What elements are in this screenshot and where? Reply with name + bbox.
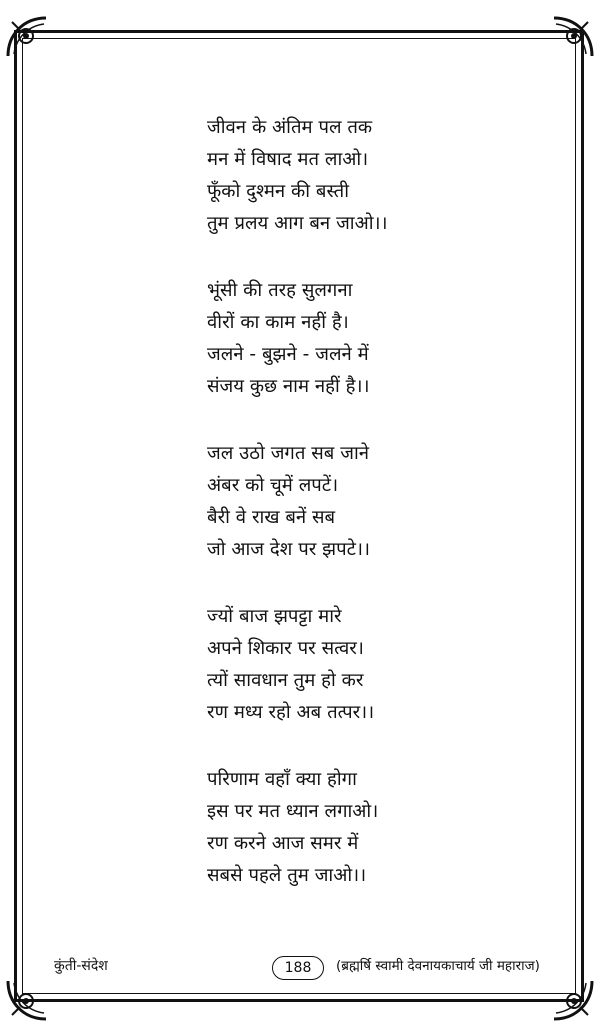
poem-line: जल उठो जगत सब जाने: [207, 443, 370, 464]
poem-line: सबसे पहले तुम जाओ।।: [207, 865, 367, 886]
poem-line: जो आज देश पर झपटे।।: [207, 539, 370, 560]
stanza: [207, 275, 467, 403]
corner-ornament-icon: [550, 14, 596, 60]
poem-line: जीवन के अंतिम पल तक: [207, 117, 373, 138]
stanza: [207, 112, 467, 240]
poem-line: फूँको दुश्मन की बस्ती: [207, 181, 350, 202]
page-number: 188: [272, 956, 324, 980]
poem-line: बैरी वे राख बनें सब: [207, 507, 336, 528]
stanza: [207, 601, 467, 729]
poem-line: अपने शिकार पर सत्वर।: [207, 638, 364, 659]
page-footer: [0, 950, 600, 990]
poem-line: तुम प्रलय आग बन जाओ।।: [207, 213, 388, 234]
stanza: [207, 764, 467, 892]
poem-line: त्यों सावधान तुम हो कर: [207, 670, 364, 691]
book-title: कुंती-संदेश: [54, 958, 108, 974]
poem-line: जलने - बुझने - जलने में: [207, 344, 369, 365]
poem-line: रण करने आज समर में: [207, 833, 359, 854]
poem-line: रण मध्य रहो अब तत्पर।।: [207, 702, 375, 723]
author-credit: (ब्रह्मर्षि स्वामी देवनायकाचार्य जी महाराज): [336, 958, 540, 974]
poem-line: इस पर मत ध्यान लगाओ।: [207, 801, 379, 822]
poem-line: वीरों का काम नहीं है।: [207, 312, 349, 333]
poem-line: संजय कुछ नाम नहीं है।।: [207, 376, 370, 397]
stanza: [207, 438, 467, 566]
poem-line: भूंसी की तरह सुलगना: [207, 280, 353, 301]
poem-line: ज्यों बाज झपट्टा मारे: [207, 606, 342, 627]
corner-ornament-icon: [4, 14, 50, 60]
poem-line: मन में विषाद मत लाओ।: [207, 149, 369, 170]
poem-line: परिणाम वहाँ क्या होगा: [207, 769, 357, 790]
poem: [207, 112, 467, 927]
poem-line: अंबर को चूमें लपटें।: [207, 475, 339, 496]
